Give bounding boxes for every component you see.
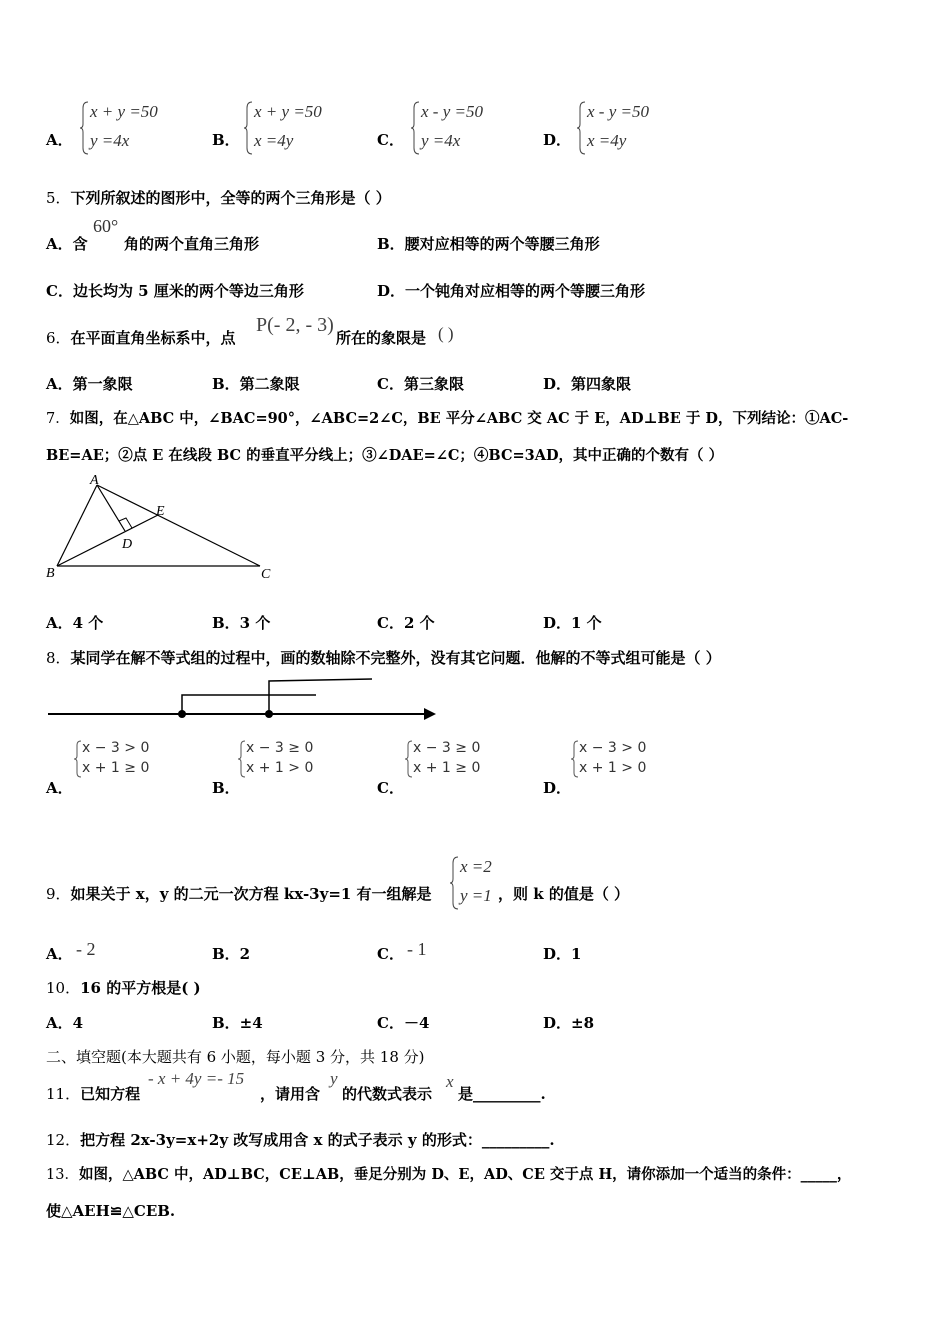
q8-a-ineq1: x − 3 > 0 <box>82 740 150 756</box>
solution-ray-2 <box>269 679 372 714</box>
label-c: C <box>261 567 271 582</box>
brace-icon <box>238 739 246 779</box>
q6-paren: ( ) <box>438 324 454 343</box>
q9-option-b: B．2 <box>212 945 251 963</box>
segment-be <box>57 515 158 566</box>
q11-stem-post: 是_________. <box>458 1085 546 1103</box>
q5-option-a-angle: 60° <box>93 216 119 236</box>
q4-d-eq2: x =4y <box>587 131 627 150</box>
brace-icon <box>80 100 90 156</box>
q7-option-a: A．4 个 <box>46 614 104 632</box>
solid-point-2 <box>265 710 273 718</box>
q11-var-y: y <box>330 1069 338 1088</box>
q9-stem-post: ，则 k 的值是（ ） <box>498 885 630 903</box>
q6-point: P(- 2, - 3) <box>256 314 334 336</box>
q11-var-x: x <box>446 1072 454 1091</box>
q5-stem <box>46 187 391 208</box>
q8-a-ineq2: x + 1 ≥ 0 <box>82 760 150 776</box>
q10-option-b: B．±4 <box>212 1014 263 1032</box>
q9-number: 9． <box>46 885 71 903</box>
q13-text-line1: 如图，△ABC 中，AD⊥BC，CE⊥AB，垂足分别为 D、E，AD、CE 交于点 H，请你添加一个适当的条件：_____， <box>78 1166 852 1183</box>
q7-option-b: B．3 个 <box>212 614 271 632</box>
q13-number: 13． <box>46 1167 79 1183</box>
q8-option-c-label: C． <box>377 779 404 797</box>
q6-stem-post: 所在的象限是 <box>336 329 427 347</box>
q12-stem <box>46 1129 555 1150</box>
brace-icon <box>450 855 460 911</box>
section-2-heading: 二、填空题(本大题共有 6 小题，每小题 3 分，共 18 分) <box>46 1048 425 1066</box>
q5-text: 下列所叙述的图形中，全等的两个三角形是（ ） <box>70 189 391 207</box>
q8-option-b-label: B． <box>212 779 240 797</box>
q7-option-d: D．1 个 <box>543 614 602 632</box>
q7-stem-line1 <box>46 407 848 428</box>
q4-c-eq1: x - y =50 <box>421 102 483 121</box>
q4-d-eq1: x - y =50 <box>587 102 649 121</box>
label-e: E <box>156 504 165 519</box>
q8-number-line-figure <box>44 672 444 728</box>
q11-number: 11． <box>46 1085 81 1103</box>
q9-option-a-label: A． <box>46 945 73 963</box>
q8-d-ineq1: x − 3 > 0 <box>579 740 647 756</box>
q10-number: 10． <box>46 979 81 997</box>
q12-number: 12． <box>46 1131 81 1149</box>
label-a: A <box>90 473 99 488</box>
q11-text-pre: 已知方程 <box>80 1085 141 1103</box>
right-angle-mark <box>119 518 132 528</box>
q6-option-a: A．第一象限 <box>46 375 133 393</box>
q11-stem-mid: ，请用含 <box>260 1085 321 1103</box>
arrow-icon <box>424 708 436 720</box>
q5-option-a-rest: 角的两个直角三角形 <box>124 235 260 253</box>
q7-text-line1: 如图，在△ABC 中，∠BAC=90°，∠ABC=2∠C，BE 平分∠ABC 交 AC 于 E，AD⊥BE 于 D，下列结论：①AC- <box>69 410 849 427</box>
q10-stem <box>46 977 201 998</box>
q9-sol2: y =1 <box>460 886 492 905</box>
q4-option-a-label: A． <box>46 131 73 149</box>
q8-b-ineq1: x − 3 ≥ 0 <box>246 740 314 756</box>
q8-b-ineq2: x + 1 > 0 <box>246 760 314 776</box>
q8-d-ineq2: x + 1 > 0 <box>579 760 647 776</box>
q5-option-a-label: A．含 <box>46 235 88 253</box>
label-d: D <box>122 537 133 552</box>
q7-stem-line2: BE=AE；②点 E 在线段 BC 的垂直平分线上；③∠DAE=∠C；④BC=3AD，其中正确的个数有（ ） <box>46 447 724 464</box>
q4-option-d-label: D． <box>543 131 572 149</box>
q6-option-d: D．第四象限 <box>543 375 632 393</box>
q8-c-ineq1: x − 3 ≥ 0 <box>413 740 481 756</box>
q4-c-eq2: y =4x <box>421 131 461 150</box>
q7-number: 7． <box>46 411 70 427</box>
q8-option-a-label: A． <box>46 779 73 797</box>
q9-option-c-value: - 1 <box>407 939 427 959</box>
q9-text-pre: 如果关于 x，y 的二元一次方程 kx-3y=1 有一组解是 <box>70 885 432 903</box>
q13-stem-line2: 使△AEH≌△CEB. <box>46 1202 176 1220</box>
q9-option-c-label: C． <box>377 945 404 963</box>
q4-b-eq2: x =4y <box>254 131 294 150</box>
q8-text: 某同学在解不等式组的过程中，画的数轴除不完整外，没有其它问题．他解的不等式组可能是（ ） <box>70 649 721 667</box>
q9-sol1: x =2 <box>460 857 492 876</box>
q8-option-d-label: D． <box>543 779 572 797</box>
solid-point-1 <box>178 710 186 718</box>
q12-text: 把方程 2x-3y=x+2y 改写成用含 x 的式子表示 y 的形式：_________. <box>80 1131 555 1149</box>
q8-stem <box>46 647 721 668</box>
solution-ray-1 <box>182 695 316 714</box>
q11-stem-mid2: 的代数式表示 <box>342 1085 433 1103</box>
q8-number: 8． <box>46 649 71 667</box>
brace-icon <box>244 100 254 156</box>
q6-text-pre: 在平面直角坐标系中，点 <box>70 329 236 347</box>
q10-text: 16 的平方根是( ) <box>80 979 201 997</box>
q6-stem-pre <box>46 327 236 348</box>
q10-option-c: C．－4 <box>377 1014 430 1032</box>
brace-icon <box>577 100 587 156</box>
q9-stem-pre <box>46 883 432 904</box>
brace-icon <box>405 739 413 779</box>
q5-option-b: B．腰对应相等的两个等腰三角形 <box>377 235 600 253</box>
q4-option-b-label: B． <box>212 131 240 149</box>
q4-b-eq1: x + y =50 <box>254 102 322 121</box>
q6-number: 6． <box>46 329 71 347</box>
label-b: B <box>46 566 55 581</box>
q5-option-d: D．一个钝角对应相等的两个等腰三角形 <box>377 282 646 300</box>
q7-triangle-figure <box>40 468 280 588</box>
q4-option-c-label: C． <box>377 131 404 149</box>
q9-option-d: D．1 <box>543 945 582 963</box>
q10-option-a: A．4 <box>46 1014 84 1032</box>
q6-option-b: B．第二象限 <box>212 375 300 393</box>
q13-stem-line1 <box>46 1163 851 1184</box>
q7-option-c: C．2 个 <box>377 614 435 632</box>
q5-number: 5． <box>46 189 71 207</box>
q8-c-ineq2: x + 1 ≥ 0 <box>413 760 481 776</box>
q9-option-a-value: - 2 <box>76 939 96 959</box>
brace-icon <box>74 739 82 779</box>
q10-option-d: D．±8 <box>543 1014 595 1032</box>
q6-option-c: C．第三象限 <box>377 375 464 393</box>
q4-a-eq2: y =4x <box>90 131 130 150</box>
q4-a-eq1: x + y =50 <box>90 102 158 121</box>
q11-stem-pre <box>46 1083 140 1104</box>
brace-icon <box>411 100 421 156</box>
q11-equation: - x + 4y =- 15 <box>148 1069 245 1088</box>
brace-icon <box>571 739 579 779</box>
side-ab <box>57 485 97 566</box>
q5-option-c: C．边长均为 5 厘米的两个等边三角形 <box>46 282 304 300</box>
